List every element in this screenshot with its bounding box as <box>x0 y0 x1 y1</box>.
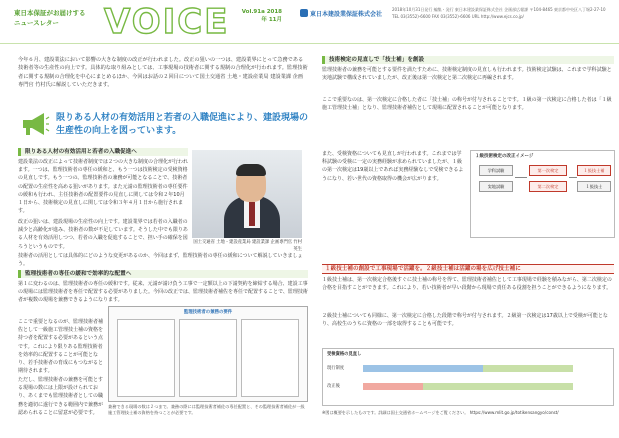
footnote: ※図は概要を示したものです。詳細は国土交通省ホームページをご覧ください。 https://www.mlit.go.jp/totikensangyo/const/ <box>322 410 559 415</box>
lead-callout: 限りある人材の有効活用と若者の入職促進により、建設現場の生産性の向上を図っています。 <box>56 113 309 136</box>
eligibility-timeline <box>322 348 614 406</box>
body-paragraph-7: 監理技術者の兼務を可能とする要件を満たすために、技術検定制度の見直しも行われます。技術検定試験は、これまで学科試験と実地試験で構成されていましたが、改正後は第一次検定と第二次検定に再編されます。 <box>322 67 612 82</box>
body-paragraph-10: １級技士補は、第一次検定合格後すぐに技士補の称号を得て、監理技術者補佐として工事現場で経験を積みながら、第二次検定の合格を目指すことができます。これにより、若い技術者が早い段階から現場で責任ある役割を担うことができるようになります。 <box>322 277 612 292</box>
timeline-bar <box>363 365 483 372</box>
issue-volume: Vol.91a 2018年 11月 <box>241 9 282 23</box>
timeline-row-label: 現行制度 <box>327 366 345 371</box>
photo-caption: 国土交通省 土地・建設産業局 建設業課 企画専門官 竹村 英生 <box>193 240 302 252</box>
exam-reform-diagram <box>470 150 615 238</box>
company-logo-icon <box>300 9 308 17</box>
timeline-bar <box>423 383 573 390</box>
document-sheet <box>241 319 299 397</box>
publisher-name <box>300 9 382 18</box>
diagram-arrow <box>515 177 527 178</box>
diagram-title: １級技術検定の改正イメージ <box>475 154 534 159</box>
section-heading-1: 限りある人材の有効活用と若者の入職促進へ <box>18 148 188 156</box>
section-heading-4: １級技士補の創設で工事現場で活躍を。２級技士補は活躍の場を広げ技士補に <box>322 264 614 274</box>
body-paragraph-11: ２級技士補についても同様に、第一次検定に合格した段階で称号が付与されます。２級第一次検定は17歳以上で受検が可能となり、高校生のうちに資格の一部を取得することも可能です。 <box>322 313 608 328</box>
timeline-bar <box>363 383 423 390</box>
requirements-figure <box>108 306 308 402</box>
body-paragraph-4: 第１に変わるのは、監理技術者の専任の緩和です。従来、元請が請け負う工事で一定額以上の下請契約を締結する場合、建設工事の現場には監理技術者を専任で配置する必要がありました。今回の改正では、監理技術者補佐を専任で配置することで、監理技術者が複数の現場を兼務できるようになります。 <box>18 281 308 304</box>
interviewee-photo <box>192 150 302 238</box>
intro-paragraph: 今年６月、建設業法において影響の大きな制度の改正が行われました。改正の狙いの一つは、建設業界にとって急務である技術者等の生産性の向上です。具体的な取り組みとしては、工事現場の技術者に関する規制の合理化が行われます。監理技術者に関する規制の合理化を中心にまとめるほか、今回はお話の２回目について国土交通省 土地・建設産業局 建設業課 企画専門官 竹村氏に解説していただきます。 <box>18 57 308 89</box>
body-paragraph-2: 改正の狙いは、建設現場の生産性の向上です。建設業界では若者の入職者の減少と高齢化が進み、技術者の数が不足しています。そうした中でも限りある人材を有効活用しつつ、若者の入職を促進することで、担い手の確保を図ろうというものです。 <box>18 219 188 250</box>
publisher-address: 2018年10月31日発行 編集・発行 東日本建設業保証株式会社 企画部広報課 〒104-8465 東京都中央区八丁堀2-27-10 TEL 03(3552)-6600 FAX 03(3552)-6606 URL http://www.ejcs.co.jp/ <box>392 7 606 19</box>
document-sheet <box>179 319 237 397</box>
voice-logo: VOICE <box>104 2 230 42</box>
figure-title: 監理技術者の兼務の要件 <box>183 310 233 315</box>
diagram-node: 実地試験 <box>479 181 513 192</box>
newsletter-kicker: 東日本保証がお届けする ニュースレター <box>14 9 86 27</box>
timeline-bar <box>483 365 573 372</box>
diagram-node: 第一次検定 <box>529 165 567 176</box>
body-paragraph-3: 技術者の活用としては具体的にどのような変更があるのか、今回はまず、監理技術者の専任の緩和について解説していきましょう。 <box>18 253 303 268</box>
section-heading-2: 監理技術者の専任の緩和で効率的な配置へ <box>18 270 308 278</box>
body-paragraph-8: ここで重要なのは、第一次検定に合格した者に「技士補」の称号が付与されることです。１級の第一次検定に合格した者は「１級施工管理技士補」となり、監理技術者補佐として現場に配置されることが可能となります。 <box>322 97 612 112</box>
publisher-label: 東日本建設業保証株式会社 <box>310 11 383 18</box>
figure-caption: 兼務できる現場の数は２つまで。兼務の際には監理技術者補佐の専任配置と、その監理技術者補佐が一級施工管理技士補の資格を持つことが必要です。 <box>108 404 305 416</box>
megaphone-icon <box>20 110 50 138</box>
diagram-arrow <box>569 177 577 178</box>
body-paragraph-6: ただし、監理技術者の兼務を可能とする現場の数には上限が設けられており、あくまでも監理技術者としての職務を適切に遂行できる範囲内で兼務が認められることに留意が必要です。 <box>18 377 104 416</box>
diagram-node: 第二次検定 <box>529 181 567 192</box>
timeline-row-label: 改正後 <box>327 384 340 389</box>
section-heading-3: 技術検定の見直しで「技士補」を創設 <box>322 56 614 64</box>
diagram-node: １級技士 <box>577 181 611 192</box>
timeline-title: 受検資格の見直し <box>327 352 362 357</box>
body-paragraph-9: また、受検資格についても見直しが行われます。これまでは学科試験の受検に一定の実務経験が求められていましたが、１級の第一次検定は19歳以上であれば実務経験なしで受検できるようになり、若い世代の資格取得の機会が広がります。 <box>322 151 464 182</box>
document-sheet <box>117 319 175 397</box>
body-paragraph-5: ここで重要となるのが、監理技術者補佐として一級施工管理技士補の資格を持つ者を配置する必要があるという点です。これにより限りある監理技術者を効率的に配置することが可能となり、若手技術者の育成にもつながると期待されます。 <box>18 319 104 375</box>
diagram-node: １級技士補 <box>577 165 611 176</box>
diagram-node: 学科試験 <box>479 165 513 176</box>
masthead <box>0 0 619 44</box>
body-paragraph-1: 建設業法の改正によって技術者制度では２つの大きな制度の合理化が行われます。一つは、監理技術者の専任の緩和と、もう一つは技術検定の受検資格の見直しです。もう一つの、監理技術者の兼務が可能となることで、技術者の配置の生産性を高める狙いがあります。また元請の監理技術者の専任要件の緩和も行われ、主任技術者の配置要件の見直しに関しては令和２年10月１日から、技術検定の見直しに関しては令和３年４月１日から施行されます。 <box>18 159 189 215</box>
